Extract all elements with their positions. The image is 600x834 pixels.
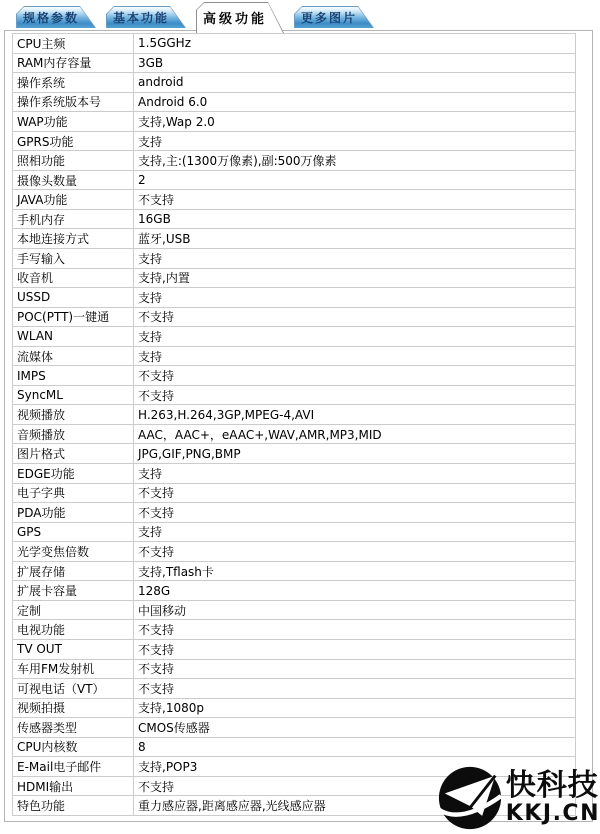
spec-value: H.263,H.264,3GP,MPEG-4,AVI [134,405,576,425]
table-row [13,92,576,112]
table-row [13,542,576,562]
spec-value: 不支持 [134,776,576,796]
watermark-site: KKJ.CN [505,800,600,826]
spec-label: 电视功能 [13,620,134,640]
spec-value: 不支持 [134,659,576,679]
spec-value: AAC，AAC+，eAAC+,WAV,AMR,MP3,MID [134,424,576,444]
spec-value: 支持,POP3 [134,757,576,777]
spec-value: 支持 [134,346,576,366]
spec-value: 支持,内置 [134,268,576,288]
table-row [13,385,576,405]
table-row [13,464,576,484]
spec-label: 操作系统版本号 [13,92,134,112]
tab[interactable] [106,6,186,28]
spec-label: 传感器类型 [13,718,134,738]
table-row [13,522,576,542]
table-row [13,151,576,171]
spec-label: SyncML [13,385,134,405]
table-row [13,424,576,444]
spec-label: 光学变焦倍数 [13,542,134,562]
spec-value: 中国移动 [134,600,576,620]
spec-label: 手机内存 [13,209,134,229]
spec-label: 扩展存储 [13,561,134,581]
table-row [13,73,576,93]
spec-value: 8 [134,737,576,757]
table-row [13,483,576,503]
spec-label: RAM内存容量 [13,53,134,73]
tab[interactable] [196,2,284,33]
spec-value: 支持 [134,327,576,347]
table-row [13,366,576,386]
table-row [13,698,576,718]
spec-value: 2 [134,170,576,190]
spec-value: 16GB [134,209,576,229]
table-row [13,112,576,132]
spec-label: 可视电话（VT） [13,679,134,699]
table-row [13,639,576,659]
table-row [13,659,576,679]
spec-label: 手写输入 [13,249,134,269]
table-row [13,170,576,190]
spec-value: 不支持 [134,679,576,699]
spec-value: 支持 [134,288,576,308]
table-row [13,581,576,601]
spec-value: 不支持 [134,503,576,523]
spec-label: EDGE功能 [13,464,134,484]
spec-value: 支持,主:(1300万像素),副:500万像素 [134,151,576,171]
table-row [13,718,576,738]
table-row [13,249,576,269]
table-row [13,737,576,757]
table-row [13,679,576,699]
table-row [13,444,576,464]
spec-value: 重力感应器,距离感应器,光线感应器 [134,796,576,816]
spec-value: 1.5GGHz [134,34,576,54]
table-row [13,503,576,523]
spec-value: 不支持 [134,620,576,640]
spec-value: 不支持 [134,190,576,210]
tab[interactable] [294,6,374,28]
spec-value: 不支持 [134,385,576,405]
spec-value: 支持 [134,249,576,269]
table-row [13,53,576,73]
tab[interactable] [16,6,96,28]
spec-label: USSD [13,288,134,308]
spec-label: 扩展卡容量 [13,581,134,601]
spec-value: 支持 [134,522,576,542]
tab-label: 基本功能 [112,10,169,25]
spec-label: GPRS功能 [13,131,134,151]
watermark-text [505,768,600,826]
spec-value: 支持 [134,131,576,151]
spec-value: 不支持 [134,483,576,503]
spec-value: 不支持 [134,639,576,659]
spec-label: HDMI输出 [13,776,134,796]
paper-plane-logo-icon [436,764,504,832]
spec-label: 收音机 [13,268,134,288]
spec-label: 视频播放 [13,405,134,425]
spec-label: 视频拍摄 [13,698,134,718]
tab-label: 高级功能 [202,12,267,27]
tab-label: 更多图片 [300,10,357,25]
spec-value: android [134,73,576,93]
spec-value: 不支持 [134,366,576,386]
table-row [13,346,576,366]
spec-value: 支持,1080p [134,698,576,718]
spec-label: 摄像头数量 [13,170,134,190]
spec-value: 不支持 [134,307,576,327]
table-row [13,327,576,347]
spec-value: 不支持 [134,542,576,562]
spec-label: E-Mail电子邮件 [13,757,134,777]
spec-label: 操作系统 [13,73,134,93]
spec-label: 本地连接方式 [13,229,134,249]
table-row [13,209,576,229]
spec-label: JAVA功能 [13,190,134,210]
table-row [13,561,576,581]
spec-value: 支持 [134,464,576,484]
spec-value: CMOS传感器 [134,718,576,738]
spec-value: Android 6.0 [134,92,576,112]
spec-label: TV OUT [13,639,134,659]
spec-label: WLAN [13,327,134,347]
spec-value: 3GB [134,53,576,73]
table-row [13,307,576,327]
watermark-brand: 快科技 [505,768,599,804]
spec-label: WAP功能 [13,112,134,132]
spec-table [12,33,576,816]
spec-label: 照相功能 [13,151,134,171]
spec-label: 电子字典 [13,483,134,503]
table-row [13,288,576,308]
spec-table-body [13,34,576,816]
spec-label: 特色功能 [13,796,134,816]
content-panel [4,30,593,822]
table-row [13,268,576,288]
spec-label: 定制 [13,600,134,620]
spec-value: JPG,GIF,PNG,BMP [134,444,576,464]
table-row [13,620,576,640]
watermark [436,764,600,832]
spec-label: POC(PTT)一键通 [13,307,134,327]
tab-bar [16,2,384,36]
table-row [13,190,576,210]
spec-label: 音频播放 [13,424,134,444]
spec-value: 128G [134,581,576,601]
spec-label: CPU主频 [13,34,134,54]
spec-label: 流媒体 [13,346,134,366]
spec-label: IMPS [13,366,134,386]
spec-value: 支持,Tflash卡 [134,561,576,581]
spec-value: 蓝牙,USB [134,229,576,249]
table-row [13,405,576,425]
spec-label: 车用FM发射机 [13,659,134,679]
spec-label: GPS [13,522,134,542]
spec-label: 图片格式 [13,444,134,464]
spec-value: 支持,Wap 2.0 [134,112,576,132]
table-row [13,229,576,249]
tab-label: 规格参数 [22,10,79,25]
spec-label: CPU内核数 [13,737,134,757]
table-row [13,131,576,151]
table-row [13,34,576,54]
table-row [13,600,576,620]
spec-label: PDA功能 [13,503,134,523]
